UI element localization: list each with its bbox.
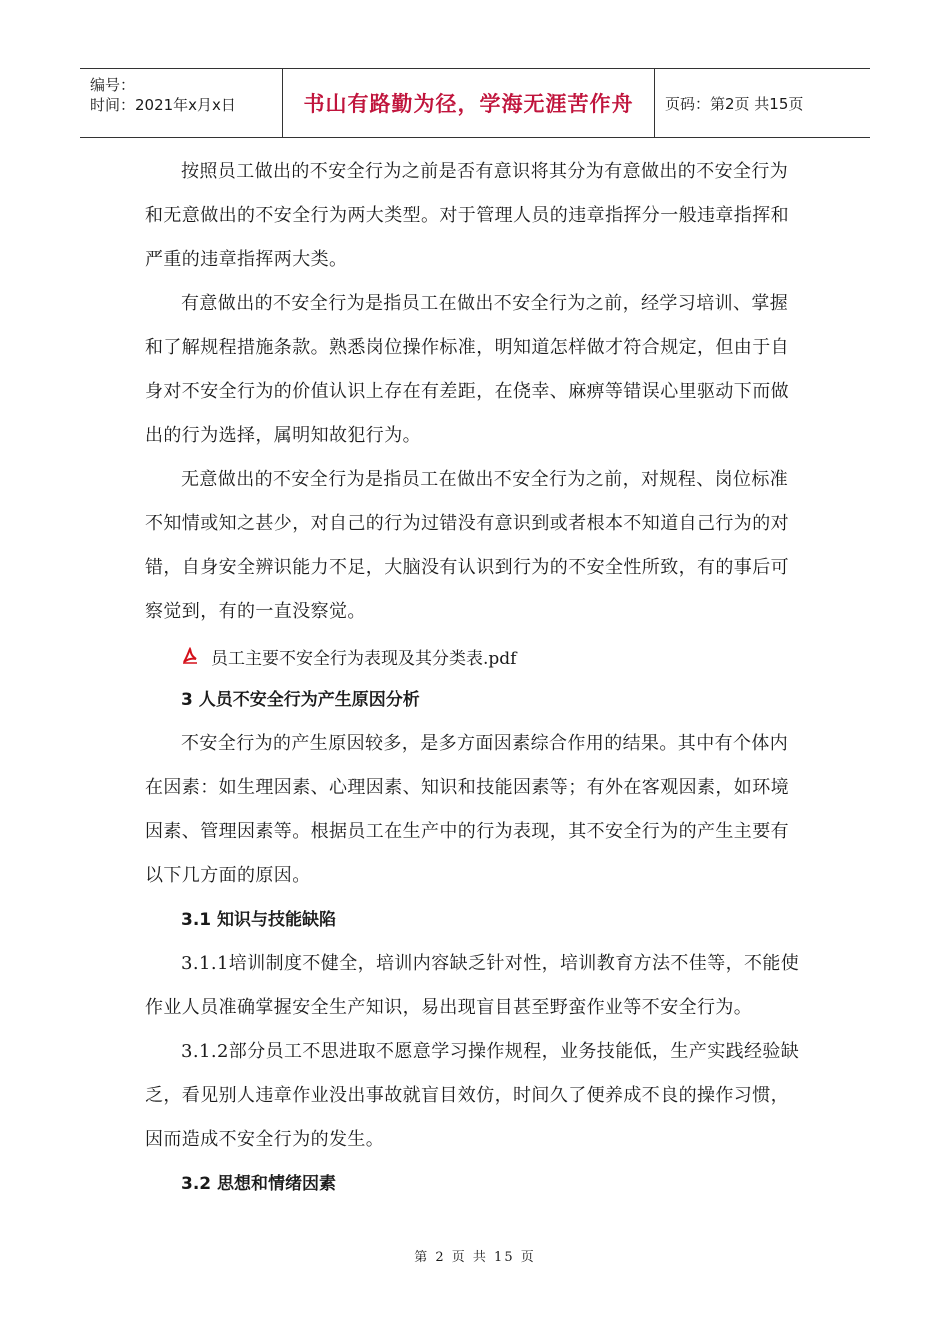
- page-header: [80, 68, 870, 138]
- section-heading: 3 人员不安全行为产生原因分析: [181, 690, 420, 710]
- number-label: 编号：: [90, 76, 136, 94]
- paragraph: 按照员工做出的不安全行为之前是否有意识将其分为有意做出的不安全行为和无意做出的不安全行为两大类型。对于管理人员的违章指挥分一般违章指挥和严重的违章指挥两大类。: [145, 161, 789, 270]
- document-body: [145, 150, 805, 1206]
- paragraph: 无意做出的不安全行为是指员工在做出不安全行为之前，对规程、岗位标准不知情或知之甚少，对自己的行为过错没有意识到或者根本不知道自己行为的对错，自身安全辨识能力不足，大脑没有认识到行为的不安全性所致，有的事后可察觉到，有的一直没察觉。: [145, 469, 789, 622]
- attachment-link[interactable]: [145, 634, 805, 678]
- page-footer: 第 2 页 共 15 页: [414, 1250, 536, 1265]
- header-motto-cell: [283, 69, 655, 137]
- motto-text: 书山有路勤为径，学海无涯苦作舟: [303, 92, 634, 116]
- header-page-cell: [655, 69, 870, 137]
- subsection-heading: 3.2 思想和情绪因素: [181, 1174, 337, 1194]
- header-meta-cell: [80, 69, 283, 137]
- paragraph: 3.1.2部分员工不思进取不愿意学习操作规程，业务技能低，生产实践经验缺乏，看见别人违章作业没出事故就盲目效仿，时间久了便养成不良的操作习惯，因而造成不安全行为的发生。: [145, 1041, 800, 1150]
- paragraph: 有意做出的不安全行为是指员工在做出不安全行为之前，经学习培训、掌握和了解规程措施条款。熟悉岗位操作标准，明知道怎样做才符合规定，但由于自身对不安全行为的价值认识上存在有差距，在侥幸、麻痹等错误心里驱动下而做出的行为选择，属明知故犯行为。: [145, 293, 789, 446]
- subsection-heading: 3.1 知识与技能缺陷: [181, 910, 337, 930]
- attachment-filename: 员工主要不安全行为表现及其分类表.pdf: [211, 648, 517, 669]
- page-label: 页码：第2页 共15页: [665, 94, 804, 113]
- paragraph: 不安全行为的产生原因较多，是多方面因素综合作用的结果。其中有个体内在因素：如生理因素、心理因素、知识和技能因素等；有外在客观因素，如环境因素、管理因素等。根据员工在生产中的行为表现，其不安全行为的产生主要有以下几方面的原因。: [145, 733, 789, 886]
- date-label: 时间：2021年x月x日: [90, 96, 236, 114]
- paragraph: 3.1.1培训制度不健全，培训内容缺乏针对性，培训教育方法不佳等，不能使作业人员准确掌握安全生产知识，易出现盲目甚至野蛮作业等不安全行为。: [145, 953, 800, 1018]
- pdf-file-icon: [181, 647, 199, 665]
